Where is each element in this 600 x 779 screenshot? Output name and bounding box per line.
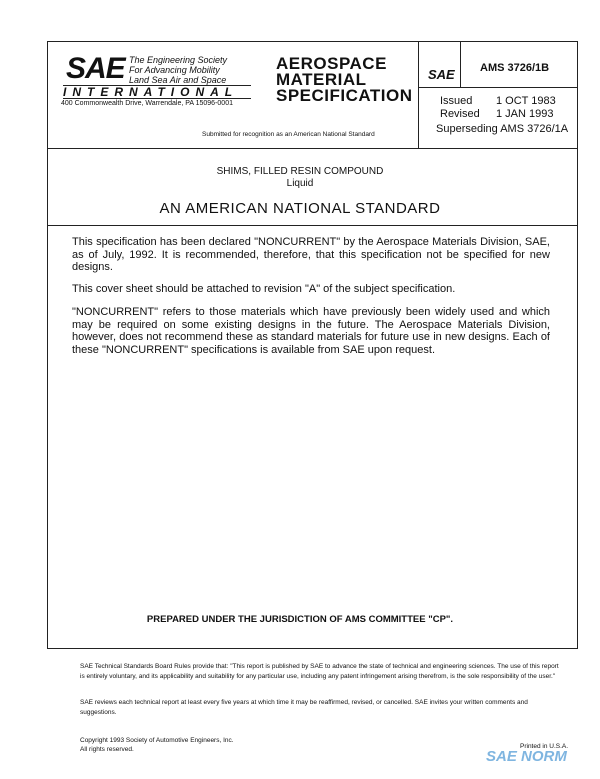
paragraph-noncurrent: This specification has been declared "NONCURRENT" by the Aerospace Materials Division, SAE, as of July, 1992. It is recommended, therefore, that this specification not be specified for new designs.	[72, 236, 550, 273]
superseding: Superseding AMS 3726/1A	[436, 123, 569, 135]
footer-rules: SAE Technical Standards Board Rules provide that: "This report is published by SAE to advance the state of technical and engineering sciences. The use of this report is entirely voluntary, and its applicability and suitability for any particular use, including any patent infringement arising therefrom, is the sole responsibility of the user."	[80, 663, 559, 680]
issued-date: 1 OCT 1983	[496, 95, 556, 107]
paragraph-cover-sheet: This cover sheet should be attached to revision "A" of the subject specification.	[72, 283, 456, 295]
revised-date: 1 JAN 1993	[496, 108, 554, 120]
issued-label: Issued	[440, 95, 473, 107]
doc-type: AEROSPACE MATERIAL SPECIFICATION	[276, 54, 413, 105]
rights: All rights reserved.	[80, 746, 134, 753]
prepared-by: PREPARED UNDER THE JURISDICTION OF AMS COMMITTEE "CP".	[146, 614, 454, 625]
sae-international: INTERNATIONAL	[63, 85, 251, 99]
revised-label: Revised	[440, 108, 480, 120]
printed-in: Printed in U.S.A.	[520, 743, 569, 750]
title-divider	[47, 225, 578, 226]
header-number-divider	[418, 87, 578, 88]
sae-tagline: The Engineering Society For Advancing Mobility Land Sea Air and Space	[129, 55, 228, 85]
standard-heading: AN AMERICAN NATIONAL STANDARD	[159, 200, 441, 217]
footer-review: SAE reviews each technical report at least every five years at which time it may be reaffirmed, revised, or cancelled. SAE invites your written comments and suggestions.	[80, 699, 528, 716]
watermark-logo: SAE NORM	[486, 748, 567, 765]
sae-logo: SAE	[66, 52, 125, 85]
submitted-note: Submitted for recognition as an American National Standard	[202, 131, 375, 138]
header-vdivider-2	[460, 41, 461, 87]
spec-subtitle: Liquid	[286, 178, 314, 189]
small-sae-logo: SAE	[428, 67, 455, 82]
copyright: Copyright 1993 Society of Automotive Engineers, Inc.	[80, 737, 234, 744]
header-vdivider-1	[418, 41, 419, 148]
org-address: 400 Commonwealth Drive, Warrendale, PA 15096-0001	[61, 100, 233, 107]
spec-title: SHIMS, FILLED RESIN COMPOUND	[216, 166, 384, 177]
paragraph-definition: "NONCURRENT" refers to those materials which have previously been widely used and which may be required on some existing designs in the future. The Aerospace Materials Division, however, does not recommend these as standard materials for future use in new designs. Each of these "NONCURRENT" specifications is available from SAE upon request.	[72, 306, 550, 356]
header-divider	[47, 148, 578, 149]
doc-number: AMS 3726/1B	[480, 62, 550, 74]
